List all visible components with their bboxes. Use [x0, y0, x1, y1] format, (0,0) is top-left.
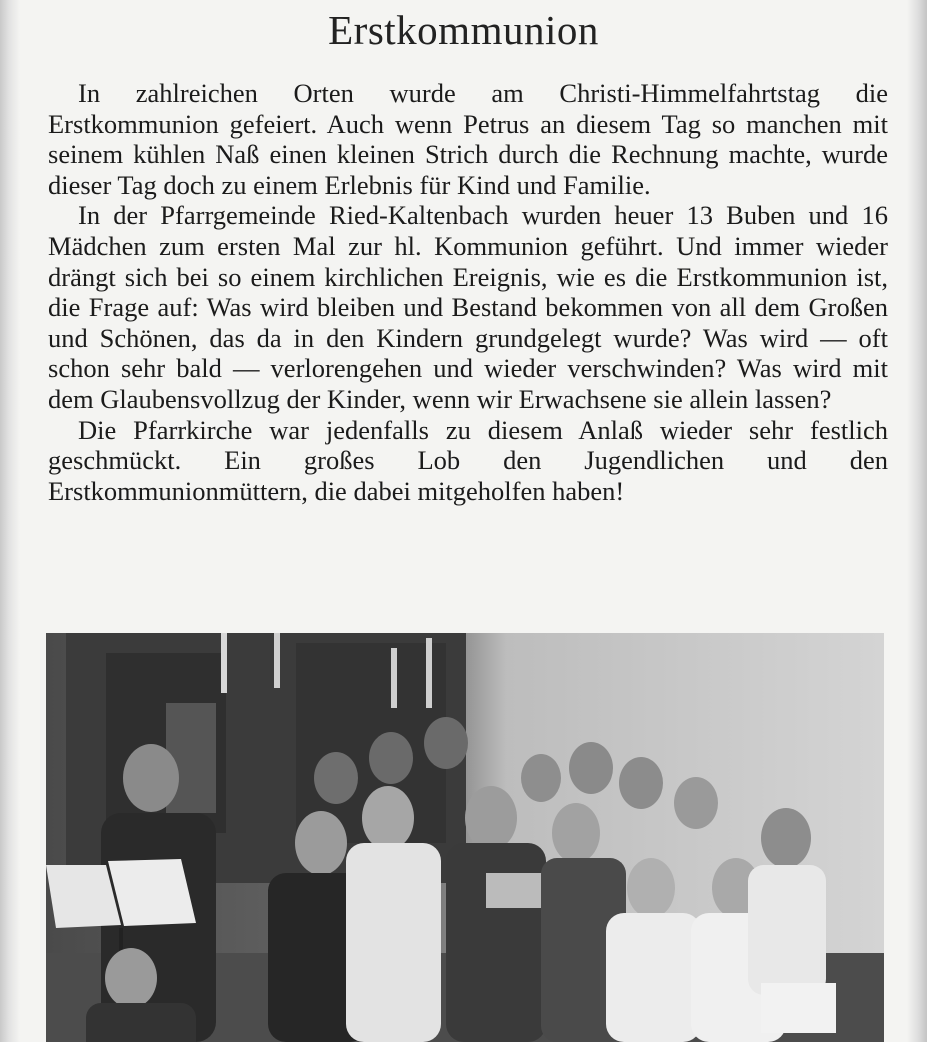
scan-edge-right [907, 0, 927, 1042]
article-paragraph-1: In zahlreichen Orten wurde am Christi-Himmelfahrtstag die Erstkommunion gefeiert. Auch wenn Petrus an diesem Tag so manchen mit seinem kühlen Naß einen kleinen Strich durch die Rechnung machte, wurde dieser Tag doch zu einem Erlebnis für Kind und Familie. [48, 78, 888, 200]
scan-edge-left [0, 0, 20, 1042]
group-photo-drawing [46, 633, 884, 1042]
group-photo [46, 633, 884, 1042]
article-paragraph-2: In der Pfarrgemeinde Ried-Kaltenbach wurden heuer 13 Buben und 16 Mädchen zum ersten Mal zur hl. Kommunion geführt. Und immer wieder drängt sich bei so einem kirchlichen Ereignis, wie es die Erstkommunion ist, die Frage auf: Was wird bleiben und Bestand bekommen von all dem Großen und Schönen, das da in den Kindern grundgelegt wurde? Was wird — oft schon sehr bald — verlorengehen und wieder verschwinden? Was wird mit dem Glaubensvollzug der Kinder, wenn wir Erwachsene sie allein lassen? [48, 200, 888, 414]
article-body [48, 78, 888, 506]
article-paragraph-3: Die Pfarrkirche war jedenfalls zu diesem Anlaß wieder sehr festlich geschmückt. Ein großes Lob den Jugendlichen und den Erstkommunionmüttern, die dabei mitgeholfen haben! [48, 414, 888, 506]
article-title: Erstkommunion [328, 7, 599, 53]
